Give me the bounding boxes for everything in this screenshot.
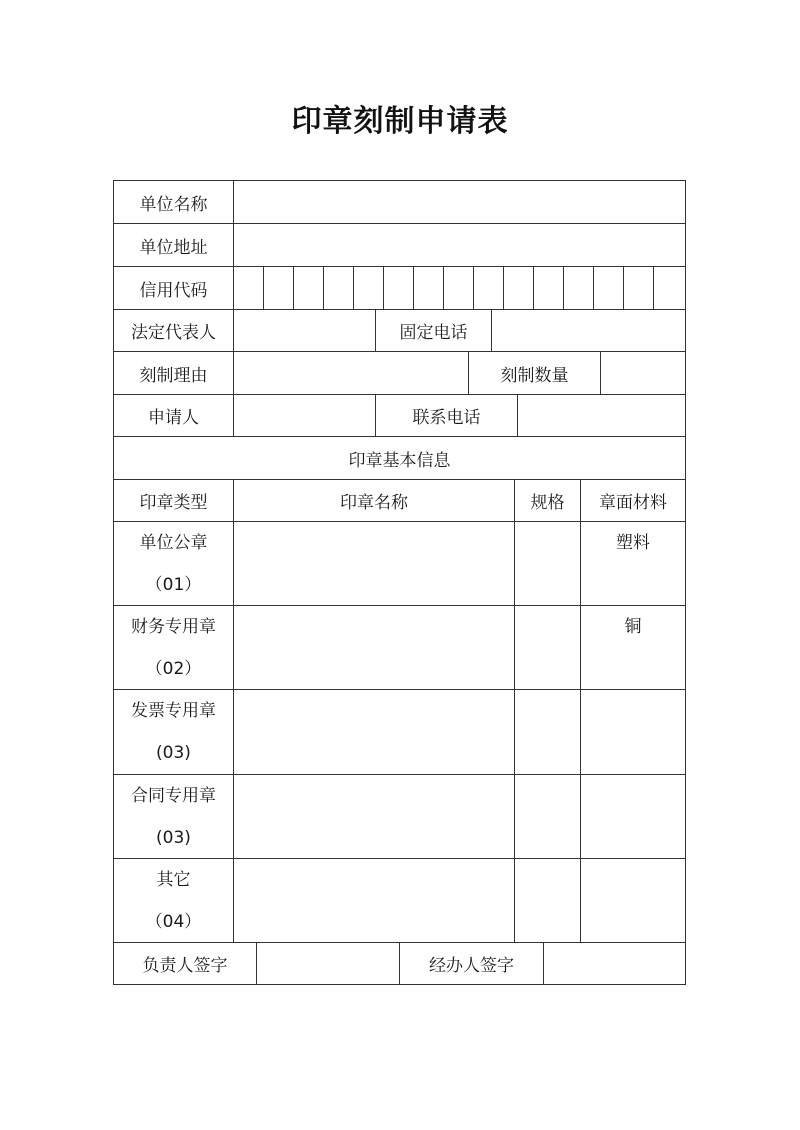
quantity-label: 刻制数量 bbox=[500, 365, 569, 386]
table-row bbox=[114, 522, 233, 606]
contact-phone-label: 联系电话 bbox=[412, 408, 481, 428]
quantity-field[interactable] bbox=[601, 352, 685, 394]
seal-type-code: (03) bbox=[156, 828, 191, 848]
legal-rep-label: 法定代表人 bbox=[131, 323, 216, 343]
table-row bbox=[114, 859, 233, 943]
seal-name-field[interactable] bbox=[234, 690, 514, 774]
credit-code-boxes[interactable] bbox=[234, 267, 685, 309]
seal-name-field[interactable] bbox=[234, 522, 514, 605]
seal-application-form bbox=[113, 180, 686, 985]
handler-signature-label: 经办人签字 bbox=[429, 956, 514, 976]
seal-type-label: 单位公章 bbox=[139, 533, 208, 553]
header-material: 章面材料 bbox=[599, 493, 667, 513]
seal-type-label: 合同专用章 bbox=[131, 786, 216, 806]
seal-type-code: (03) bbox=[156, 743, 191, 763]
table-row bbox=[114, 775, 233, 859]
seal-spec-field[interactable] bbox=[515, 859, 580, 942]
seal-spec-field[interactable] bbox=[515, 522, 580, 605]
unit-name-label: 单位名称 bbox=[139, 194, 208, 215]
material-field[interactable] bbox=[581, 690, 685, 774]
seal-type-label: 其它 bbox=[156, 870, 191, 890]
section-title: 印章基本信息 bbox=[348, 450, 451, 471]
material-field[interactable] bbox=[581, 775, 685, 858]
header-spec: 规格 bbox=[530, 493, 565, 513]
seal-type-code: （04） bbox=[145, 912, 202, 932]
seal-name-field[interactable] bbox=[234, 606, 514, 689]
table-row bbox=[114, 606, 233, 690]
fixed-phone-field[interactable] bbox=[492, 310, 685, 351]
responsible-signature-label: 负责人签字 bbox=[142, 956, 228, 976]
legal-rep-field[interactable] bbox=[234, 310, 375, 351]
seal-type-label: 发票专用章 bbox=[131, 701, 216, 721]
table-row bbox=[114, 690, 233, 774]
seal-name-field[interactable] bbox=[234, 859, 514, 942]
unit-address-label: 单位地址 bbox=[139, 237, 208, 258]
seal-spec-field[interactable] bbox=[515, 775, 580, 858]
handler-signature-field[interactable] bbox=[544, 943, 685, 984]
fixed-phone-label: 固定电话 bbox=[399, 323, 468, 343]
header-seal-name: 印章名称 bbox=[340, 493, 408, 513]
seal-spec-field[interactable] bbox=[515, 606, 580, 689]
credit-code-label: 信用代码 bbox=[139, 280, 208, 301]
seal-spec-field[interactable] bbox=[515, 690, 580, 774]
seal-type-label: 财务专用章 bbox=[131, 617, 216, 637]
material-field[interactable] bbox=[581, 859, 685, 942]
seal-type-code: （01） bbox=[145, 575, 202, 595]
reason-label: 刻制理由 bbox=[139, 365, 208, 386]
contact-phone-field[interactable] bbox=[518, 395, 685, 436]
material-cell bbox=[581, 606, 685, 648]
applicant-field[interactable] bbox=[234, 395, 375, 436]
seal-name-field[interactable] bbox=[234, 775, 514, 858]
header-seal-type: 印章类型 bbox=[139, 493, 208, 513]
material-cell bbox=[581, 522, 685, 564]
responsible-signature-field[interactable] bbox=[257, 943, 399, 984]
unit-name-field[interactable] bbox=[234, 181, 685, 223]
applicant-label: 申请人 bbox=[148, 408, 199, 428]
material-value: 铜 bbox=[624, 617, 642, 637]
material-value: 塑料 bbox=[616, 533, 650, 553]
reason-field[interactable] bbox=[234, 352, 468, 394]
unit-address-field[interactable] bbox=[234, 224, 685, 266]
seal-type-code: （02） bbox=[145, 659, 202, 679]
form-title: 印章刻制申请表 bbox=[291, 104, 509, 139]
